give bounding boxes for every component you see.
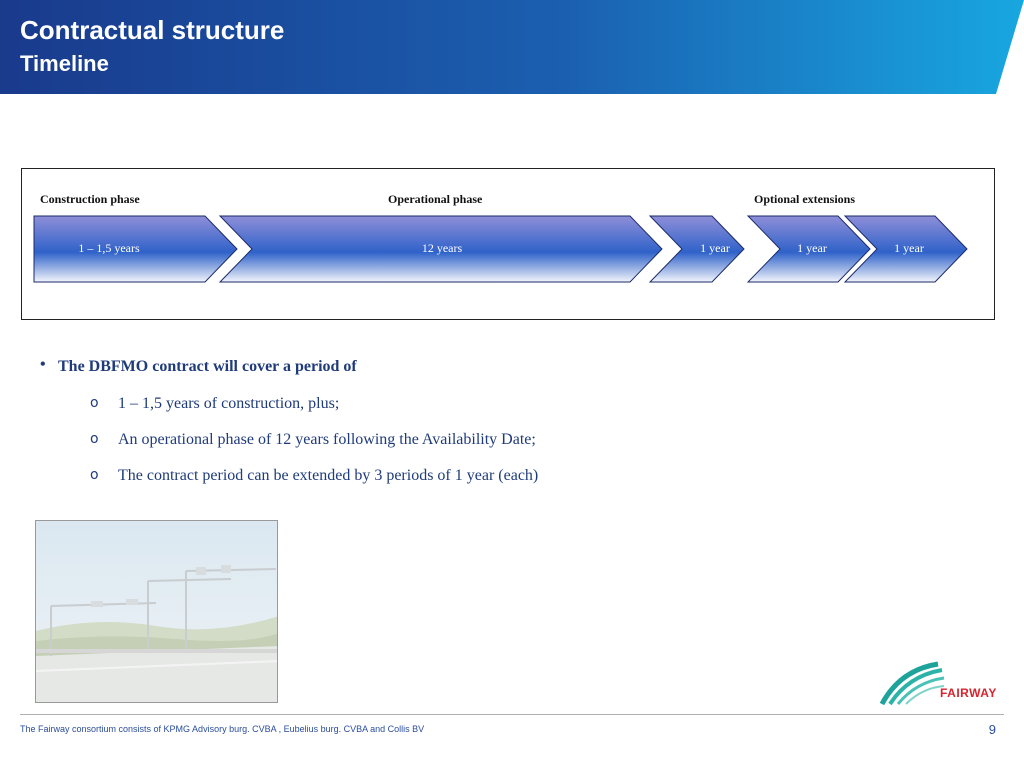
page-number: 9 <box>988 722 996 737</box>
arrow-label-extension-2: 1 year <box>797 241 827 255</box>
page-subtitle: Timeline <box>20 51 109 76</box>
arrow-label-operational: 12 years <box>421 241 463 255</box>
sub-bullet-text: 1 – 1,5 years of construction, plus; <box>118 395 340 412</box>
highway-gantry-photo <box>35 520 278 703</box>
phase-label-operational: Operational phase <box>388 192 483 206</box>
bullet-dot-icon: • <box>40 356 46 373</box>
circle-bullet-icon: o <box>90 431 99 447</box>
circle-bullet-icon: o <box>90 395 99 411</box>
arrow-label-extension-1: 1 year <box>700 241 730 255</box>
circle-bullet-icon: o <box>90 467 99 483</box>
arrow-label-extension-3: 1 year <box>894 241 924 255</box>
phase-label-construction: Construction phase <box>40 192 140 206</box>
phase-label-optional: Optional extensions <box>754 192 856 206</box>
bullet-main-text: The DBFMO contract will cover a period of <box>58 358 357 375</box>
arrow-label-construction: 1 – 1,5 years <box>78 241 140 255</box>
page-title: Contractual structure <box>20 15 285 45</box>
footer-text: The Fairway consortium consists of KPMG Advisory burg. CVBA , Eubelius burg. CVBA and Collis BV <box>20 724 425 734</box>
sub-bullet-text: An operational phase of 12 years following the Availability Date; <box>118 431 536 448</box>
sub-bullet-text: The contract period can be extended by 3 periods of 1 year (each) <box>118 467 539 484</box>
fairway-swoosh-icon <box>880 660 1000 708</box>
fairway-logo-text: FAIRWAY <box>940 686 997 700</box>
footer-divider <box>20 714 1004 715</box>
